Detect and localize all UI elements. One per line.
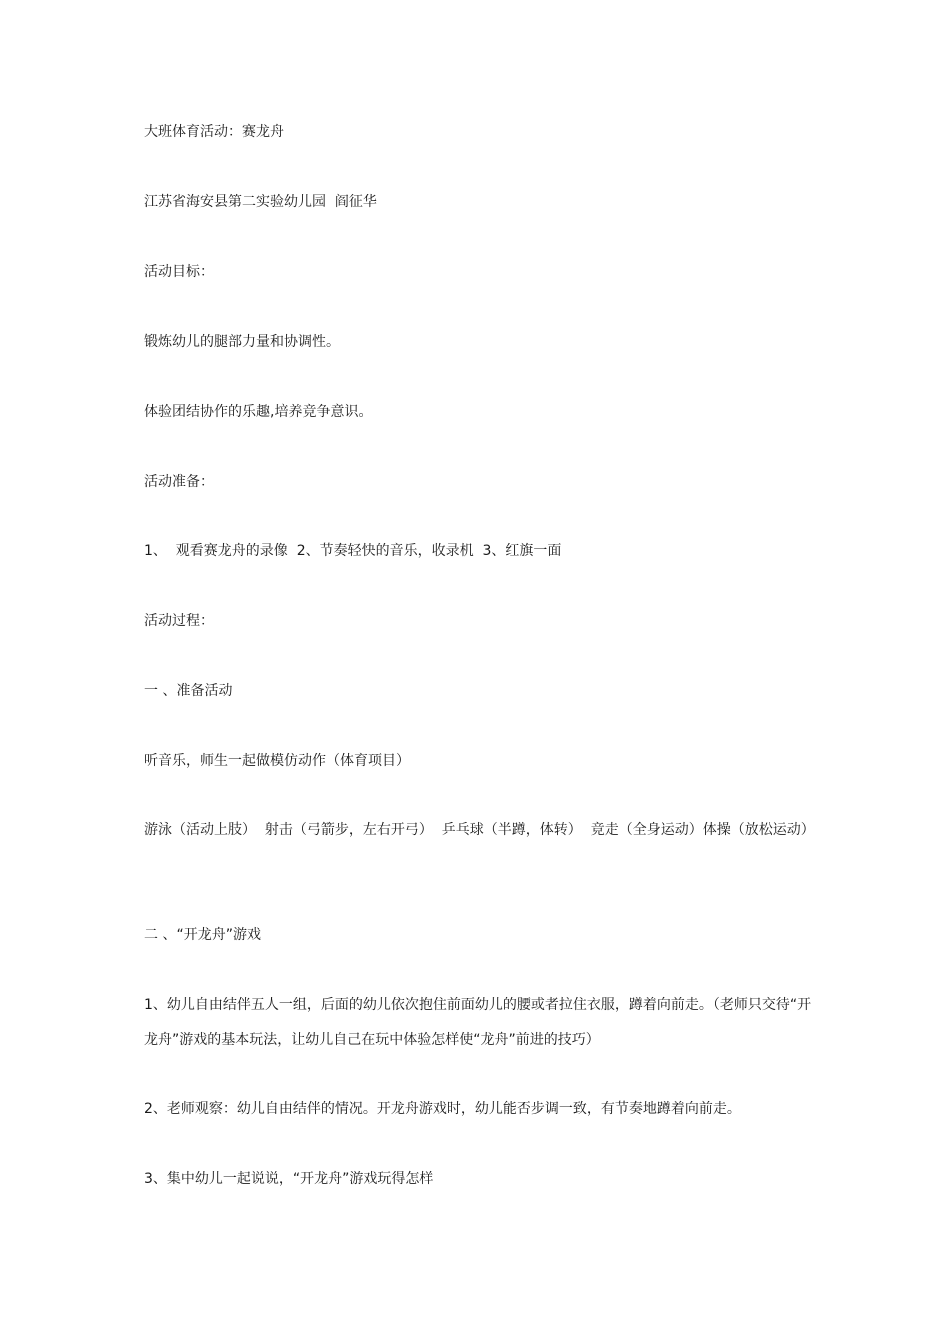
goals-heading: 活动目标：	[144, 264, 214, 280]
prep-heading: 活动准备：	[144, 474, 214, 490]
document-title: 大班体育活动：赛龙舟	[144, 124, 284, 140]
step-3: 3、集中幼儿一起说说，“开龙舟”游戏玩得怎样	[144, 1171, 434, 1187]
section-2-heading: 二 、“开龙舟”游戏	[144, 927, 261, 943]
process-heading: 活动过程：	[144, 613, 214, 629]
section-1-heading: 一 、准备活动	[144, 683, 233, 699]
step-1: 1、幼儿自由结伴五人一组，后面的幼儿依次抱住前面幼儿的腰或者拉住衣服，蹲着向前走。（老师只交待“开龙舟”游戏的基本玩法，让幼儿自己在玩中体验怎样使“龙舟”前进的技巧）	[144, 997, 812, 1048]
step-2: 2、老师观察：幼儿自由结伴的情况。开龙舟游戏时，幼儿能否步调一致，有节奏地蹲着向前走。	[144, 1101, 741, 1117]
section-1-text: 听音乐，师生一起做模仿动作（体育项目）	[144, 753, 410, 769]
goal-item-2: 体验团结协作的乐趣,培养竞争意识。	[144, 404, 373, 420]
prep-items: 1、 观看赛龙舟的录像 2、节奏轻快的音乐，收录机 3、红旗一面	[144, 543, 562, 559]
section-1-detail: 游泳（活动上肢） 射击（弓箭步，左右开弓） 乒乓球（半蹲，体转） 竞走（全身运动）体操（放松运动）	[144, 822, 815, 838]
goal-item-1: 锻炼幼儿的腿部力量和协调性。	[144, 334, 340, 350]
author-line: 江苏省海安县第二实验幼儿园 阎征华	[144, 194, 377, 210]
